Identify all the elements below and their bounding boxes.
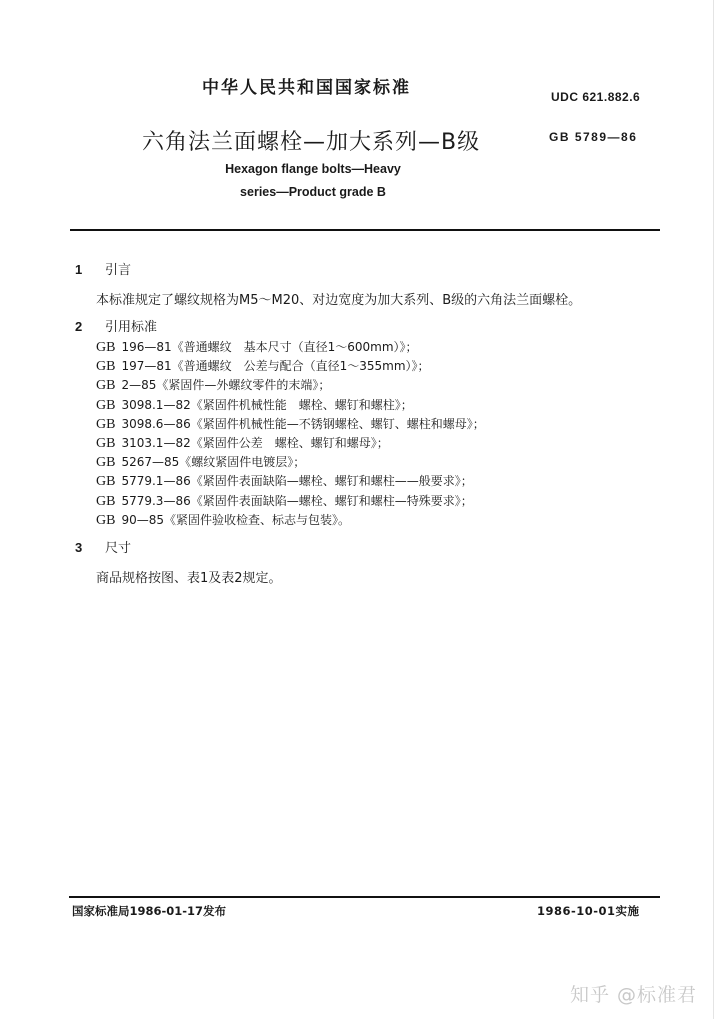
reference-item: GB 3098.6—86《紧固件机械性能—不锈钢螺栓、螺钉、螺柱和螺母》；: [96, 416, 485, 432]
issue-date: 国家标准局1986-01-17发布: [72, 904, 227, 918]
section-title: 尺寸: [105, 541, 132, 556]
reference-item: GB 196—81《普通螺纹 基本尺寸（直径1～600mm）》；: [96, 340, 418, 355]
effective-date: 1986-10-01实施: [537, 904, 640, 918]
section-3-body: 商品规格按图、表1及表2规定。: [96, 571, 282, 586]
section-heading-2: [75, 316, 157, 335]
standard-code: GB 5789—86: [549, 130, 638, 144]
document-title-en: [218, 158, 408, 204]
reference-item: GB 197—81《普通螺纹 公差与配合（直径1～355mm）》；: [96, 359, 430, 375]
section-title: 引言: [105, 263, 132, 278]
reference-item: GB 3103.1—82《紧固件公差 螺栓、螺钉和螺母》；: [96, 435, 389, 451]
udc-code: UDC 621.882.6: [551, 90, 641, 104]
reference-item: GB 2—85《紧固件—外螺纹零件的末端》；: [96, 378, 331, 394]
title-en-line-1: Hexagon flange bolts—Heavy: [225, 162, 401, 176]
header-divider: [70, 229, 660, 231]
section-1-body: 本标准规定了螺纹规格为M5～M20、对边宽度为加大系列、B级的六角法兰面螺栓。: [96, 293, 582, 308]
reference-item: GB 5779.1—86《紧固件表面缺陷—螺栓、螺钉和螺柱——般要求》；: [96, 474, 473, 490]
section-number: 1: [75, 262, 83, 277]
page-edge-line: [713, 0, 714, 1019]
reference-item: GB 3098.1—82《紧固件机械性能 螺栓、螺钉和螺柱》；: [96, 397, 413, 413]
document-title-cn: 六角法兰面螺栓—加大系列—B级: [142, 130, 481, 155]
reference-item: GB 5267—85《螺纹紧固件电镀层》；: [96, 455, 306, 471]
section-number: 2: [75, 319, 83, 334]
country-standard-heading: 中华人民共和国国家标准: [202, 78, 411, 98]
section-heading-3: [75, 537, 131, 556]
section-heading-1: [75, 259, 131, 278]
section-number: 3: [75, 540, 83, 555]
title-en-line-2: series—Product grade B: [240, 185, 386, 199]
section-title: 引用标准: [105, 320, 158, 335]
watermark: 知乎 @标准君: [570, 984, 698, 1006]
reference-item: GB 5779.3—86《紧固件表面缺陷—螺栓、螺钉和螺柱—特殊要求》；: [96, 493, 473, 509]
reference-list: [96, 338, 485, 530]
footer-divider: [69, 896, 660, 898]
reference-item: GB 90—85《紧固件验收检查、标志与包装》。: [96, 512, 350, 528]
